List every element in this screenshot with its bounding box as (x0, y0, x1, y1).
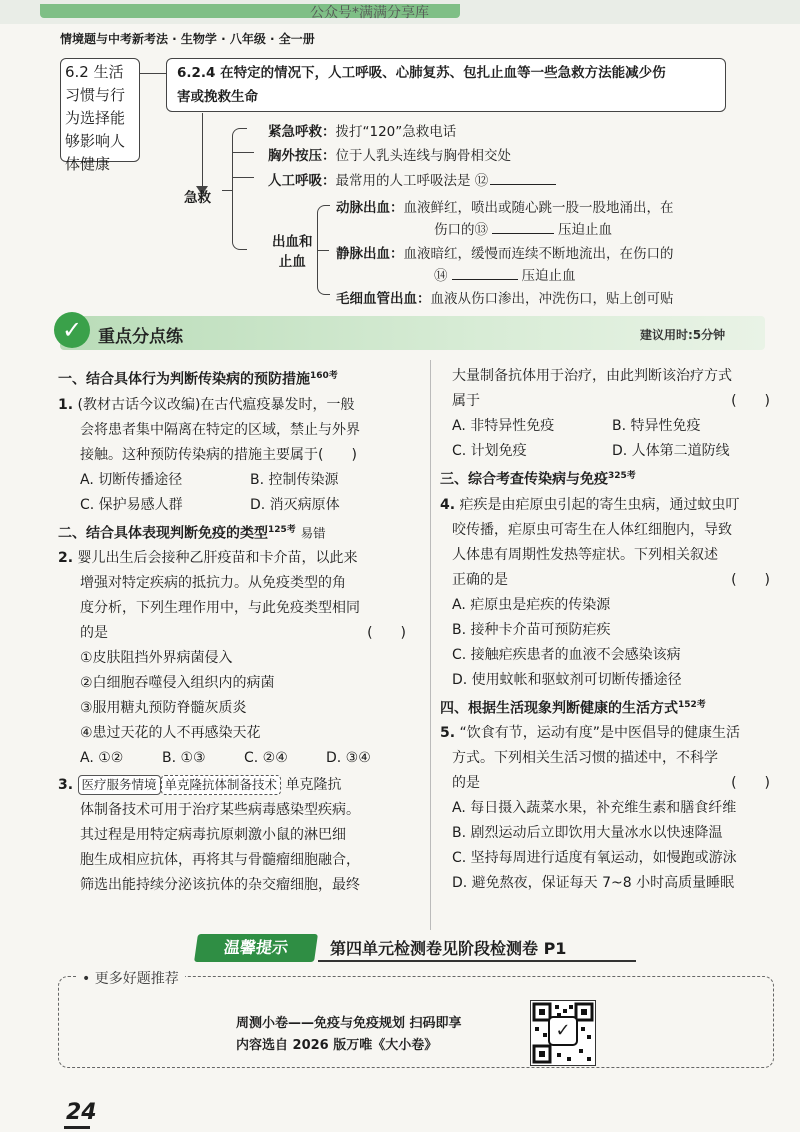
bleeding-label: 出血和 (272, 234, 313, 250)
column-divider (430, 360, 431, 930)
option[interactable]: C. 保护易感人群 (80, 496, 183, 513)
option[interactable]: B. 接种卡介苗可预防疟疾 (452, 621, 611, 638)
section-heading: 三、综合考查传染病与免疫$^{325考}$ (440, 471, 636, 488)
tree-item-arterial-cont (434, 218, 612, 238)
watermark-text: 公众号*满满分享库 (310, 5, 429, 21)
question-5: 5. “饮食有节，运动有度”是中医倡导的健康生活 方式。下列相关生活习惯的描述中，不科学 的是 ( ) A. 每日摄入蔬菜水果，补充维生素和膳食纤维 B. 剧烈运动后立即饮用大量冰水以快速降温 C. 坚持每周进行适度有氧运动，如慢跑或游泳 D. 避免熬夜，保证每天 7~8 小时高质量睡眠 (440, 721, 780, 896)
check-icon: ✓ (54, 312, 90, 348)
banner-title: 重点分点练 (98, 327, 183, 347)
standard-box (166, 58, 726, 112)
option[interactable]: D. 人体第二道防线 (612, 443, 730, 459)
bleeding-label: 止血 (278, 254, 306, 270)
technique-tag: 单克隆抗体制备技术 (161, 775, 282, 795)
unit-box-line: 够影响人 (65, 132, 126, 150)
option[interactable]: A. 每日摄入蔬菜水果，补充维生素和膳食纤维 (452, 800, 737, 817)
option[interactable]: C. 计划免疫 (452, 443, 527, 459)
context-tag: 医疗服务情境 (78, 775, 161, 795)
unit-box-line: 习惯与行 (65, 86, 126, 104)
option[interactable]: A. 疟原虫是疟疾的传染源 (452, 596, 611, 613)
tree-stem (222, 190, 232, 191)
tree-item-venous (336, 242, 674, 262)
option[interactable]: D. 消灭病原体 (250, 496, 340, 513)
unit-box-line: 体健康 (65, 155, 111, 173)
tree-root: 急救 (184, 190, 211, 206)
tree-bracket (232, 128, 247, 250)
unit-box-line: 6.2 生活 (65, 63, 124, 81)
tree-item-emergency-call (268, 120, 456, 140)
option: ①皮肤阻挡外界病菌侵入 (80, 650, 233, 667)
page-number-underline (64, 1126, 90, 1129)
tree-item-artificial-respiration (268, 169, 556, 189)
blank-14[interactable] (452, 279, 518, 280)
tree-branch (232, 177, 254, 178)
item-label: 胸外按压： (268, 148, 336, 164)
recommend-line: 内容选自 2026 版万唯《大小卷》 (236, 1038, 438, 1053)
item-text: 压迫止血 (521, 268, 576, 284)
checkmark-icon: ✓ (548, 1016, 578, 1046)
option[interactable]: C. ②④ (244, 750, 288, 767)
unit-box-line: 为选择能 (65, 109, 126, 127)
option: ③服用糖丸预防脊髓灰质炎 (80, 700, 247, 717)
sub-branch (317, 250, 329, 251)
item-text: 压迫止血 (558, 222, 612, 238)
option[interactable]: C. 接触疟疾患者的血液不会感染该病 (452, 646, 681, 663)
option[interactable]: B. 特异性免疫 (612, 418, 701, 434)
option: ④患过天花的人不再感染天花 (80, 725, 261, 742)
connector-line (140, 73, 166, 74)
option[interactable]: A. 切断传播途径 (80, 471, 183, 488)
option[interactable]: C. 坚持每周进行适度有氧运动，如慢跑或游泳 (452, 850, 737, 867)
item-text: 血液鲜红，喷出或随心跳一股一股地涌出，在 (403, 200, 674, 216)
item-text: ⑭ (434, 268, 448, 284)
page-number: 24 (66, 1100, 97, 1125)
item-text: 位于人乳头连线与胸骨相交处 (335, 148, 511, 164)
tip-label: 温馨提示 (194, 934, 318, 962)
item-text: 最常用的人工呼吸法是 ⑫ (335, 173, 489, 189)
standard-line: 6.2.4 在特定的情况下，人工呼吸、心肺复苏、包扎止血等一些急救方法能减少伤 (177, 65, 666, 81)
option[interactable]: B. 控制传染源 (250, 471, 339, 488)
option[interactable]: A. 非特异性免疫 (452, 418, 555, 434)
tree-item-chest-compression (268, 144, 511, 164)
left-column (58, 364, 418, 898)
option[interactable]: D. 避免熬夜，保证每天 7~8 小时高质量睡眠 (452, 875, 735, 892)
blank-13[interactable] (492, 233, 554, 234)
tree-item-arterial (336, 196, 674, 216)
tree-item-venous-cont (434, 264, 576, 284)
right-column: 大量制备抗体用于治疗，由此判断该治疗方式 属于 ( ) A. 非特异性免疫 B. 特异性免疫 C. 计划免疫 D. 人体第二道防线 三、综合考查传染病与免疫$^{325考}$ 4. 疟疾是由疟原虫引起的寄生虫病，通过蚊虫叮 咬传播，疟原虫可寄生在人体红细胞内，导致 人体患有周期性发热等症状。下列相关叙述 正确的是 ( ) A. 疟原虫是疟疾的传染源 B. 接种卡介苗可预防疟疾 C. 接触疟疾患者的血液不会感染该病 D. 使用蚊帐和驱蚊剂可切断传播途径 四、根据生活现象判断健康的生活方式$^{152考}$ 5. “饮食有节，运动有度”是中医倡导的健康生活 方式。下列相关生活习惯的描述中，不科学 的是 ( ) A. 每日摄入蔬菜水果，补充维生素和膳食纤维 B. 剧烈运动后立即饮用大量冰水以快速降温 C. 坚持每周进行适度有氧运动，如慢跑或游泳 D. 避免熬夜，保证每天 7~8 小时高质量睡眠 (440, 364, 780, 896)
option[interactable]: D. 使用蚊帐和驱蚊剂可切断传播途径 (452, 671, 682, 688)
tip-text: 第四单元检测卷见阶段检测卷 P1 (330, 939, 567, 958)
book-header: 情境题与中考新考法 · 生物学 · 八年级 · 全一册 (60, 32, 315, 46)
item-text: 血液从伤口渗出，冲洗伤口，贴上创可贴 (430, 291, 674, 307)
item-label: 紧急呼救： (268, 124, 336, 140)
section-heading: 四、根据生活现象判断健康的生活方式$^{152考}$ (440, 699, 706, 717)
tree-bleeding-node (272, 232, 313, 272)
option[interactable]: D. ③④ (326, 750, 371, 767)
tree-branch (232, 152, 254, 153)
option[interactable]: B. ①③ (162, 750, 206, 767)
item-text: 血液暗红，缓慢而连续不断地流出，在伤口的 (403, 246, 674, 262)
tip-underline (318, 960, 636, 962)
item-text: 拨打“120”急救电话 (335, 124, 457, 140)
item-text: 伤口的⑬ (434, 222, 488, 238)
blank-12[interactable] (490, 184, 556, 185)
tree-item-capillary (336, 287, 674, 307)
connector-arrow-line (202, 113, 203, 191)
question-1: 1. (教材古话今议改编)在古代瘟疫暴发时，一般 会将患者集中隔离在特定的区域，禁止与外界 接触。这种预防传染病的措施主要属于( ) A. 切断传播途径 B. 控制传染源 C. 保护易感人群 D. 消灭病原体 (58, 393, 418, 518)
item-label: 人工呼吸： (268, 173, 336, 189)
tricky-tag: 易错 (300, 525, 326, 541)
option[interactable]: A. ①② (80, 750, 124, 767)
question-2: 2. 婴儿出生后会接种乙肝疫苗和卡介苗，以此来 增强对特定疾病的抵抗力。从免疫类型的角 度分析，下列生理作用中，与此免疫类型相同 的是 ( ) ①皮肤阻挡外界病菌侵入 ②白细胞吞噬侵入组织内的病菌 ③服用糖丸预防脊髓灰质炎 ④患过天花的人不再感染天花 A. ①② B. ①③ C. ②④ D. ③④ (58, 546, 418, 771)
option[interactable]: B. 剧烈运动后立即饮用大量冰水以快速降温 (452, 825, 723, 842)
section-heading: 二、结合具体表现判断免疫的类型$^{125考}$ 易错 (58, 524, 326, 542)
recommend-line: 周测小卷——免疫与免疫规划 扫码即享 (236, 1016, 462, 1031)
question-4: 4. 疟疾是由疟原虫引起的寄生虫病，通过蚊虫叮 咬传播，疟原虫可寄生在人体红细胞内，导致 人体患有周期性发热等症状。下列相关叙述 正确的是 ( ) A. 疟原虫是疟疾的传染源 B. 接种卡介苗可预防疟疾 C. 接触疟疾患者的血液不会感染该病 D. 使用蚊帐和驱蚊剂可切断传播途径 (440, 493, 780, 693)
option: ②白细胞吞噬侵入组织内的病菌 (80, 675, 275, 692)
item-label: 毛细血管出血： (336, 291, 431, 307)
unit-box (60, 58, 140, 173)
suggested-time: 建议用时:5分钟 (640, 328, 726, 342)
section-heading: 一、结合具体行为判断传染病的预防措施$^{160考}$ (58, 371, 338, 388)
recommend-title: • 更多好题推荐 (76, 968, 185, 988)
question-3: 3. 医疗服务情境 单克隆抗体制备技术 单克隆抗 体制备技术可用于治疗某些病毒感染型疾病。 其过程是用特定病毒抗原刺激小鼠的淋巴细 胞生成相应抗体，再将其与骨髓瘤细胞融合， 筛选出能持续分泌该抗体的杂交瘤细胞，最终 (58, 777, 360, 894)
standard-line: 害或挽救生命 (177, 89, 258, 105)
item-label: 静脉出血： (336, 246, 404, 262)
item-label: 动脉出血： (336, 200, 404, 216)
